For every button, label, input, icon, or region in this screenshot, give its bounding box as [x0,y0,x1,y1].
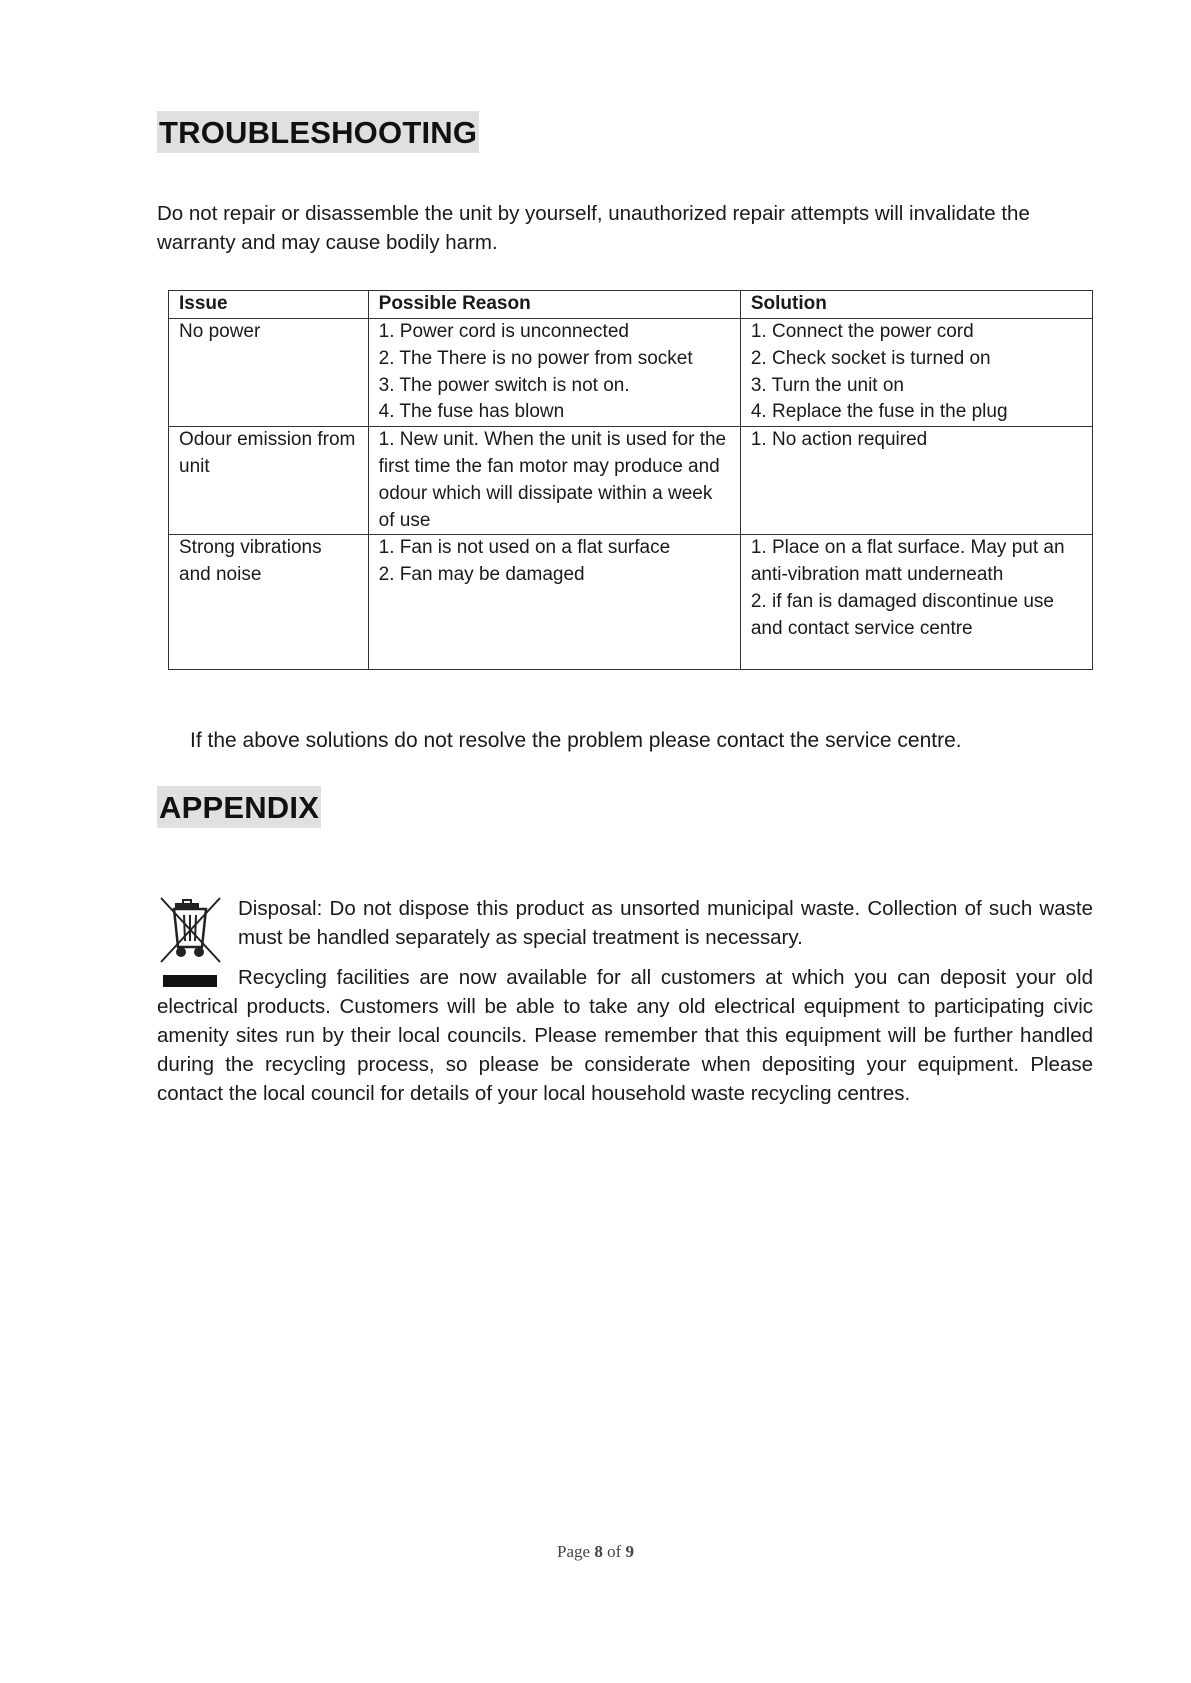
solution-line: 4. Replace the fuse in the plug [750,401,1008,423]
recycling-paragraph [157,963,1093,1108]
solution-cell [740,319,1092,427]
table-header-row [169,291,1093,319]
page-current: 8 [594,1542,603,1561]
table-row [169,319,1093,427]
closing-note: If the above solutions do not resolve the problem please contact the service centre. [190,729,962,752]
troubleshooting-table [168,290,1093,670]
troubleshooting-heading: TROUBLESHOOTING [157,111,479,153]
weee-crossed-bin-icon [158,895,223,965]
appendix-heading: APPENDIX [157,786,321,828]
reason-line: 3. The power switch is not on. [378,374,630,396]
issue-cell: Strong vibrations and noise [169,535,369,670]
table-row [169,427,1093,535]
disposal-paragraph: Disposal: Do not dispose this product as unsorted municipal waste. Collection of such waste must be handled separately as special treatment is necessary. [238,897,1093,949]
solution-line: 2. if fan is damaged discontinue use and contact service centre [750,590,1054,639]
issue-cell: Odour emission from unit [169,427,369,535]
reason-cell [368,319,740,427]
page-word: Page [557,1542,591,1561]
solution-line: 1. No action required [750,429,928,451]
reason-line: 1. Fan is not used on a flat surface [378,537,671,559]
solution-line: 1. Connect the power cord [750,321,974,342]
reason-line: 2. The There is no power from socket [378,347,693,369]
recycling-text: Recycling facilities are now available for all customers at which you can deposit your old electrical products. Customers will be able to take any old electrical equipment to participating civic amenity sites run by their local councils. Please remember that this equipment will be further handled during the recycling process, so please be considerate when depositing your equipment. Please contact the local council for details of your local household waste recycling centres. [157,966,1093,1105]
solution-cell [740,535,1092,670]
solution-line: 2. Check socket is turned on [750,347,991,369]
page-footer [0,1542,1191,1562]
solution-line: 3. Turn the unit on [750,374,905,396]
reason-line: 4. The fuse has blown [378,401,565,423]
page-total: 9 [625,1542,634,1561]
reason-cell [368,427,740,535]
solution-line: 1. Place on a flat surface. May put an anti-vibration matt underneath [750,537,1065,586]
reason-cell [368,535,740,670]
header-issue: Issue [169,291,369,319]
intro-paragraph: Do not repair or disassemble the unit by yourself, unauthorized repair attempts will invalidate the warranty and may cause bodily harm. [157,202,1030,254]
header-possible-reason: Possible Reason [368,291,740,319]
reason-line: 2. Fan may be damaged [378,564,585,586]
page-of: of [607,1542,622,1561]
reason-line: 1. New unit. When the unit is used for the first time the fan motor may produce and odour which will dissipate within a week of use [378,429,727,531]
reason-line: 1. Power cord is unconnected [378,321,629,342]
table-row [169,535,1093,670]
solution-cell [740,427,1092,535]
header-solution: Solution [740,291,1092,319]
issue-cell: No power [169,319,369,427]
